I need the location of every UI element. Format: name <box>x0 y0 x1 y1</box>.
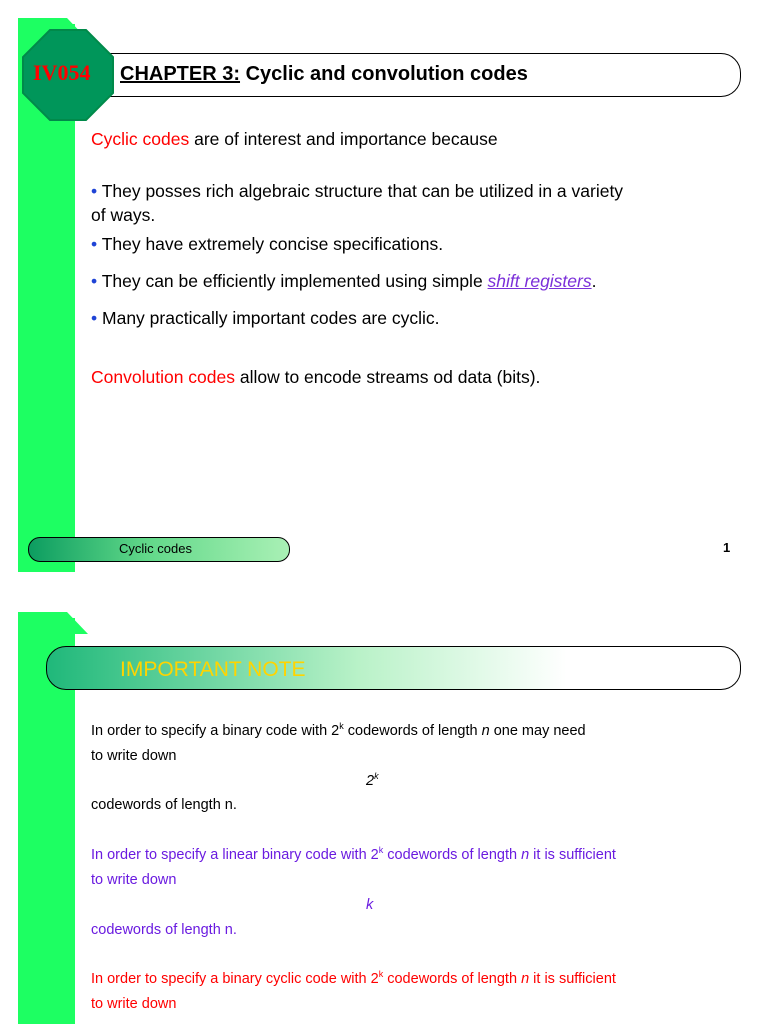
bullet-3-text: They can be efficiently implemented using simple <box>101 271 488 291</box>
term-convolution-codes: Convolution codes <box>91 367 235 387</box>
bullet-2-text: They have extremely concise specifications. <box>101 234 444 254</box>
variable-n: n <box>481 723 490 739</box>
intro-text: are of interest and importance because <box>189 129 498 149</box>
text: codewords of length <box>383 847 522 863</box>
bullet-3 <box>91 269 596 293</box>
shift-registers-link[interactable]: shift registers <box>487 271 592 291</box>
intro-line <box>91 127 498 151</box>
text: In order to specify a binary cyclic code with 2 <box>91 971 379 987</box>
bullet-dot: • <box>91 181 98 201</box>
paragraph-3-line-2: to write down <box>91 996 177 1012</box>
bullet-1-continued: of ways. <box>91 205 156 225</box>
convolution-text: allow to encode streams od data (bits). <box>234 367 541 387</box>
slide-2 <box>0 612 768 1024</box>
bullet-1-text: They posses rich algebraic structure that can be utilized in a variety <box>101 181 624 201</box>
paragraph-2-center: k <box>366 897 374 913</box>
bullet-2 <box>91 232 443 256</box>
text: In order to specify a binary code with 2 <box>91 723 340 739</box>
text: one may need <box>489 723 586 739</box>
paragraph-2-line-1 <box>91 844 616 866</box>
bullet-dot: • <box>91 234 98 254</box>
text: codewords of length <box>383 971 522 987</box>
chapter-title-text: Cyclic and convolution codes <box>240 63 528 85</box>
text: it is sufficient <box>529 971 616 987</box>
chapter-label: CHAPTER 3: <box>120 63 241 85</box>
course-code: IV054 <box>33 60 91 85</box>
page-number: 1 <box>723 540 731 555</box>
paragraph-2-line-2: to write down <box>91 872 177 888</box>
paragraph-1-center <box>366 770 379 792</box>
bullet-4 <box>91 306 440 330</box>
paragraph-3-line-1 <box>91 968 616 990</box>
bullet-1 <box>91 179 623 203</box>
bullet-dot: • <box>91 271 98 291</box>
convolution-line <box>91 365 540 389</box>
superscript: k <box>374 771 379 781</box>
text: 2 <box>366 773 375 789</box>
bullet-4-text: Many practically important codes are cyclic. <box>102 308 440 328</box>
paragraph-1-line-3: codewords of length n. <box>91 797 237 813</box>
slide-title: IMPORTANT NOTE <box>120 658 306 681</box>
paragraph-1-line-1 <box>91 720 586 742</box>
text: codewords of length <box>343 723 482 739</box>
chapter-title <box>120 63 528 86</box>
bullet-3-end: . <box>591 271 597 291</box>
superscript: k <box>378 969 384 979</box>
superscript: k <box>339 721 344 731</box>
text: In order to specify a linear binary code with 2 <box>91 847 379 863</box>
variable-n: n <box>521 971 530 987</box>
superscript: k <box>378 845 384 855</box>
bullet-dot: • <box>91 308 98 328</box>
variable-n: n <box>521 847 530 863</box>
term-cyclic-codes: Cyclic codes <box>91 129 190 149</box>
text: it is sufficient <box>529 847 616 863</box>
footer-label: Cyclic codes <box>119 541 192 556</box>
paragraph-1-line-2: to write down <box>91 748 177 764</box>
paragraph-2-line-3: codewords of length n. <box>91 922 237 938</box>
